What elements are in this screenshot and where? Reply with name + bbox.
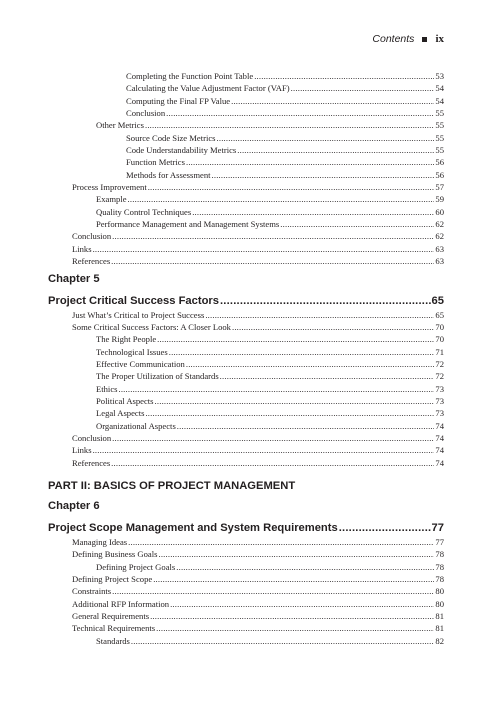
- dot-leader: [176, 561, 434, 573]
- toc-entry-page: 55: [435, 132, 444, 143]
- toc-entry[interactable]: [48, 206, 444, 218]
- toc-entry[interactable]: [48, 548, 444, 560]
- dot-leader: [155, 395, 435, 407]
- toc-entry-page: 59: [435, 194, 444, 205]
- dot-leader: [128, 536, 434, 548]
- toc-entry-page: 82: [435, 635, 444, 646]
- toc-entry[interactable]: [48, 193, 444, 205]
- toc-entry-label: Project Scope Management and System Requirements: [48, 521, 338, 534]
- toc-entry[interactable]: [48, 370, 444, 382]
- dot-leader: [112, 585, 434, 597]
- toc-entry-page: 77: [431, 521, 444, 534]
- toc-entry-label: Ethics: [96, 383, 118, 394]
- dot-leader: [231, 95, 434, 107]
- toc-entry-label: Defining Business Goals: [72, 549, 158, 560]
- chapter-6-title-entry[interactable]: [48, 521, 444, 536]
- toc-entry[interactable]: [48, 407, 444, 419]
- toc-entry[interactable]: [48, 243, 444, 255]
- toc-entry-page: 74: [435, 445, 444, 456]
- toc-entry-page: 81: [435, 611, 444, 622]
- toc-entry[interactable]: [48, 585, 444, 597]
- chapter-5-label: Chapter 5: [48, 272, 100, 285]
- toc-entry-label: Conclusion: [72, 231, 112, 242]
- dot-leader: [111, 457, 434, 469]
- toc-entry-label: Standards: [96, 635, 130, 646]
- dot-leader: [118, 383, 434, 395]
- toc-entry-page: 56: [435, 169, 444, 180]
- dot-leader: [93, 444, 435, 456]
- toc-entry-label: Defining Project Goals: [96, 561, 176, 572]
- toc-entry-label: Other Metrics: [96, 120, 144, 131]
- dot-leader: [93, 243, 435, 255]
- toc-entry[interactable]: [48, 156, 444, 168]
- toc-entry-label: Effective Communication: [96, 358, 185, 369]
- toc-entry-label: Project Critical Success Factors: [48, 294, 219, 307]
- toc-entry-page: 72: [435, 358, 444, 369]
- dot-leader: [166, 107, 434, 119]
- toc-entry[interactable]: [48, 144, 444, 156]
- dot-leader: [339, 521, 431, 535]
- toc-entry-page: 60: [435, 206, 444, 217]
- toc-entry-page: 74: [435, 432, 444, 443]
- toc-entry-page: 54: [435, 83, 444, 94]
- toc-entry-page: 77: [435, 536, 444, 547]
- toc-entry[interactable]: [48, 82, 444, 94]
- toc-entry-label: Completing the Function Point Table: [126, 71, 254, 81]
- toc-entry[interactable]: [48, 444, 444, 456]
- toc-entry[interactable]: [48, 169, 444, 181]
- dot-leader: [220, 294, 431, 308]
- dot-leader: [237, 144, 434, 156]
- toc-entry-label: References: [72, 256, 111, 267]
- toc-entry-label: Example: [96, 194, 127, 205]
- toc-entry-page: 80: [435, 586, 444, 597]
- toc-entry-page: 70: [435, 321, 444, 332]
- table-of-contents: [48, 70, 444, 647]
- toc-entry-label: Quality Control Techniques: [96, 206, 192, 217]
- dot-leader: [112, 230, 434, 242]
- toc-entry[interactable]: [48, 610, 444, 622]
- page-number: ix: [435, 33, 444, 45]
- chapter-6-label: Chapter 6: [48, 499, 100, 512]
- dot-leader: [291, 82, 435, 94]
- toc-section-chapter4-continued: [48, 70, 444, 268]
- toc-entry[interactable]: [48, 573, 444, 585]
- toc-section-chapter6: [48, 536, 444, 647]
- toc-entry-label: Performance Management and Management Systems: [96, 219, 280, 230]
- toc-entry-page: 62: [435, 231, 444, 242]
- toc-entry[interactable]: [48, 635, 444, 647]
- chapter-5-title-entry[interactable]: [48, 294, 444, 309]
- dot-leader: [220, 370, 435, 382]
- toc-entry-page: 72: [435, 371, 444, 382]
- toc-entry[interactable]: [48, 395, 444, 407]
- dot-leader: [156, 622, 434, 634]
- running-head-title: Contents: [372, 33, 415, 45]
- toc-entry[interactable]: [48, 346, 444, 358]
- toc-entry[interactable]: [48, 230, 444, 242]
- toc-entry-label: Organizational Aspects: [96, 420, 176, 431]
- toc-entry-page: 78: [435, 574, 444, 584]
- toc-entry-label: Technological Issues: [96, 346, 168, 357]
- toc-entry-page: 78: [435, 549, 444, 560]
- dot-leader: [150, 610, 434, 622]
- dot-leader: [148, 181, 435, 193]
- toc-entry[interactable]: [48, 95, 444, 107]
- toc-entry-page: 55: [435, 120, 444, 131]
- toc-entry-label: Process Improvement: [72, 182, 147, 193]
- toc-entry-page: 57: [435, 182, 444, 193]
- toc-entry-label: Conclusion: [72, 432, 112, 443]
- toc-entry-page: 63: [435, 243, 444, 254]
- toc-entry-label: Defining Project Scope: [72, 574, 153, 584]
- toc-entry-label: Additional RFP Information: [72, 598, 170, 609]
- toc-entry-page: 65: [435, 309, 444, 320]
- toc-entry[interactable]: [48, 132, 444, 144]
- dot-leader: [111, 255, 434, 267]
- dot-leader: [212, 169, 435, 181]
- toc-entry-page: 74: [435, 420, 444, 431]
- dot-leader: [170, 598, 434, 610]
- toc-entry-page: 81: [435, 623, 444, 634]
- dot-leader: [280, 218, 434, 230]
- toc-entry-page: 62: [435, 219, 444, 230]
- toc-entry-label: General Requirements: [72, 611, 150, 622]
- toc-entry-label: Political Aspects: [96, 395, 154, 406]
- dot-leader: [217, 132, 435, 144]
- toc-entry[interactable]: [48, 536, 444, 548]
- dot-leader: [153, 573, 434, 585]
- toc-entry[interactable]: [48, 181, 444, 193]
- toc-entry-label: Code Understandability Metrics: [126, 145, 237, 156]
- toc-entry-page: 78: [435, 561, 444, 572]
- toc-entry-page: 63: [435, 256, 444, 267]
- toc-entry-page: 73: [435, 395, 444, 406]
- toc-entry-page: 55: [435, 108, 444, 119]
- toc-entry[interactable]: [48, 255, 444, 267]
- toc-entry-page: 56: [435, 157, 444, 168]
- toc-entry[interactable]: [48, 561, 444, 573]
- toc-entry-page: 80: [435, 598, 444, 609]
- toc-entry[interactable]: [48, 420, 444, 432]
- toc-entry[interactable]: [48, 457, 444, 469]
- running-head: [372, 33, 444, 45]
- toc-entry[interactable]: [48, 321, 444, 333]
- dot-leader: [177, 420, 435, 432]
- dot-leader: [145, 407, 434, 419]
- toc-entry-label: Computing the Final FP Value: [126, 95, 231, 106]
- dot-leader: [192, 206, 434, 218]
- dot-leader: [131, 635, 435, 647]
- dot-leader: [232, 321, 434, 333]
- toc-entry-page: 74: [435, 457, 444, 468]
- toc-entry-label: Methods for Assessment: [126, 169, 211, 180]
- toc-entry-page: 71: [435, 346, 444, 357]
- toc-entry-label: Just What’s Critical to Project Success: [72, 309, 205, 320]
- toc-section-chapter5: [48, 309, 444, 469]
- toc-entry-page: 54: [435, 95, 444, 106]
- toc-entry-page: 65: [431, 294, 444, 307]
- toc-entry-label: Managing Ideas: [72, 536, 128, 547]
- toc-entry[interactable]: [48, 218, 444, 230]
- toc-entry-page: 53: [435, 71, 444, 81]
- toc-entry-label: Conclusion: [126, 108, 166, 119]
- toc-entry-label: Some Critical Success Factors: A Closer Look: [72, 321, 231, 332]
- dot-leader: [145, 119, 434, 131]
- dot-leader: [254, 70, 434, 82]
- dot-leader: [205, 309, 434, 321]
- toc-entry-label: Source Code Size Metrics: [126, 132, 216, 143]
- toc-entry-label: Function Metrics: [126, 157, 185, 168]
- dot-leader: [186, 156, 434, 168]
- square-bullet-icon: [422, 37, 427, 42]
- toc-entry-label: Legal Aspects: [96, 408, 145, 419]
- toc-entry[interactable]: [48, 358, 444, 370]
- dot-leader: [169, 346, 435, 358]
- toc-entry-label: Links: [72, 445, 92, 456]
- toc-entry-page: 70: [435, 334, 444, 345]
- toc-entry[interactable]: [48, 622, 444, 634]
- dot-leader: [157, 333, 434, 345]
- toc-entry-label: The Proper Utilization of Standards: [96, 371, 219, 382]
- toc-entry[interactable]: [48, 598, 444, 610]
- toc-entry-label: The Right People: [96, 334, 157, 345]
- toc-entry[interactable]: [48, 119, 444, 131]
- toc-entry-label: Constraints: [72, 586, 112, 597]
- dot-leader: [158, 548, 434, 560]
- toc-entry[interactable]: [48, 309, 444, 321]
- toc-entry-page: 73: [435, 408, 444, 419]
- dot-leader: [128, 193, 435, 205]
- toc-entry-page: 55: [435, 145, 444, 156]
- toc-entry[interactable]: [48, 432, 444, 444]
- toc-entry[interactable]: [48, 333, 444, 345]
- toc-entry-label: Links: [72, 243, 92, 254]
- toc-entry[interactable]: [48, 383, 444, 395]
- toc-entry-label: Calculating the Value Adjustment Factor (VAF): [126, 83, 290, 94]
- toc-entry-page: 73: [435, 383, 444, 394]
- toc-entry-label: References: [72, 457, 111, 468]
- toc-entry-label: Technical Requirements: [72, 623, 156, 634]
- toc-entry[interactable]: [48, 70, 444, 82]
- part-2-heading: PART II: BASICS OF PROJECT MANAGEMENT: [48, 479, 296, 492]
- dot-leader: [112, 432, 434, 444]
- dot-leader: [186, 358, 435, 370]
- toc-entry[interactable]: [48, 107, 444, 119]
